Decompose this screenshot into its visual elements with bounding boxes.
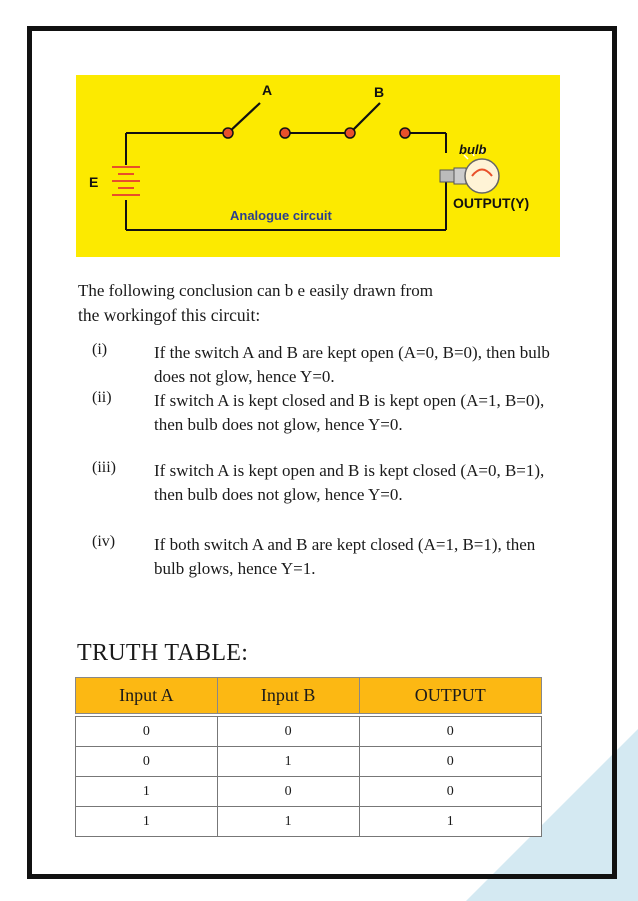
column-header-input-b: Input B [217, 678, 359, 714]
truth-table-heading: TRUTH TABLE: [77, 640, 249, 666]
list-item-number: (ii) [92, 389, 112, 406]
table-row [76, 717, 542, 747]
table-cell: 0 [217, 717, 359, 747]
table-cell: 0 [76, 747, 218, 777]
table-cell: 0 [76, 717, 218, 747]
table-row [76, 747, 542, 777]
output-label: OUTPUT(Y) [453, 195, 530, 211]
table-cell: 0 [217, 777, 359, 807]
battery-label: E [89, 174, 99, 190]
table-row [76, 777, 542, 807]
truth-table [75, 677, 542, 837]
column-header-output: OUTPUT [359, 678, 541, 714]
list-item-number: (iv) [92, 533, 116, 550]
table-cell: 0 [359, 777, 541, 807]
table-cell: 1 [76, 777, 218, 807]
table-row [76, 807, 542, 837]
conclusion-text [78, 279, 550, 578]
switch-a-label: A [262, 82, 273, 98]
circuit-diagram [76, 75, 560, 257]
table-cell: 1 [217, 807, 359, 837]
intro-paragraph [78, 279, 548, 328]
table-cell: 1 [217, 747, 359, 777]
table-cell: 1 [359, 807, 541, 837]
list-item-number: (iii) [92, 459, 116, 476]
diagram-caption: Analogue circuit [230, 208, 332, 223]
intro-line-2: the workingof this circuit: [78, 305, 261, 325]
intro-line-1: The following conclusion can b e easily drawn from [78, 281, 434, 300]
table-cell: 1 [76, 807, 218, 837]
table-cell: 0 [359, 717, 541, 747]
switch-b-label: B [374, 84, 385, 100]
list-item-text: If switch A is kept open and B is kept closed (A=0, B=1), then bulb does not glow, hence Y=0. [154, 461, 545, 504]
list-item-number: (i) [92, 341, 108, 358]
table-header-row [76, 678, 542, 714]
table-cell: 0 [359, 747, 541, 777]
list-item-text: If both switch A and B are kept closed (A=1, B=1), then bulb glows, hence Y=1. [154, 535, 536, 578]
bulb-label: bulb [459, 142, 487, 157]
column-header-input-a: Input A [76, 678, 218, 714]
list-item-text: If switch A is kept closed and B is kept open (A=1, B=0), then bulb does not glow, hence Y=0. [154, 391, 545, 434]
list-item-text: If the switch A and B are kept open (A=0, B=0), then bulb does not glow, hence Y=0. [154, 343, 550, 386]
